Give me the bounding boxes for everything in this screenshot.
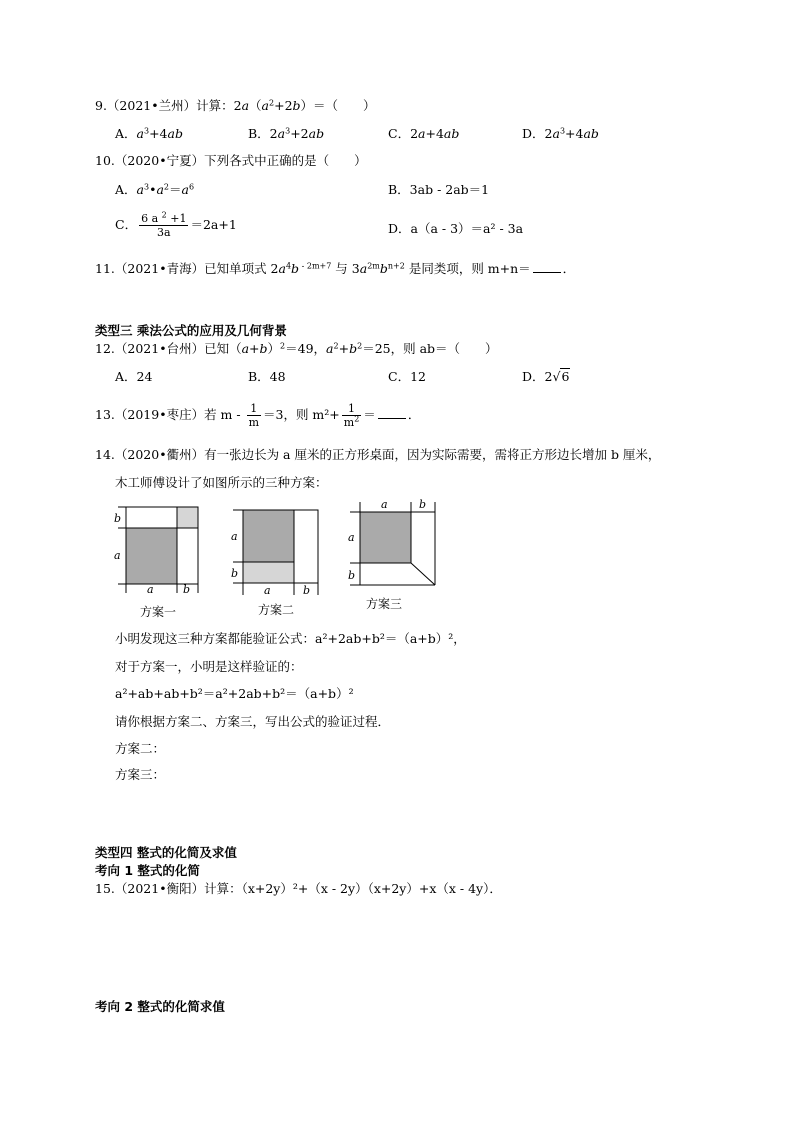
q10-option-d: D．a（a - 3）＝a² - 3a [388, 221, 524, 236]
q12-option-b: B．48 [248, 369, 286, 384]
section-3-title: 类型三 乘法公式的应用及几何背景 [95, 323, 287, 338]
q14-answer-plan-3: 方案三： [115, 767, 166, 782]
q11-stem: 11.（2021•青海）已知单项式 $2a^4b$ $^{- 2m+7}$ 与 $3a^{2m}b^{n+2}$ 是同类项，则 m+n＝ ． [95, 261, 576, 276]
plan-1-square-a [126, 528, 177, 584]
q14-text-4: 请你根据方案二、方案三，写出公式的验证过程． [115, 714, 391, 729]
plan-3-label: 方案三 [366, 597, 403, 611]
q13-stem: 13.（2019•枣庄）若 m - $\frac{1}{m}$ ＝3，则 m²+ $\frac{1}{m^2}$ ＝ ． [95, 402, 421, 429]
q10-option-a: A．$a^3•a^2=a^6$ [115, 182, 195, 197]
q9-option-c: C．2a+4ab [388, 126, 460, 141]
section-4-title: 类型四 整式的化简及求值 [95, 845, 237, 860]
q9-stem: 9.（2021•兰州）计算：$2a(a^2+2b)=$（ ） [95, 98, 376, 113]
svg-text:a: a [264, 584, 271, 597]
svg-text:b: b [231, 567, 239, 580]
q10-option-b: B．3ab - 2ab＝1 [388, 182, 490, 197]
q12-option-a: A．24 [115, 369, 153, 384]
plan-1-figure [108, 500, 208, 625]
plan-1-square-b [177, 507, 198, 528]
section-4-sub-1: 考向 1 整式的化简 [95, 863, 200, 878]
q9-option-a: A．$a^3+4ab$ [115, 126, 183, 141]
svg-text:a: a [231, 530, 238, 543]
svg-text:b: b [114, 512, 122, 525]
q14-text-1: 小明发现这三种方案都能验证公式：a²+2ab+b²＝（a+b）²， [115, 631, 466, 646]
svg-text:b: b [348, 569, 356, 582]
q14-answer-plan-2: 方案二： [115, 741, 166, 756]
svg-text:a: a [348, 531, 355, 544]
q14-text-3: a²+ab+ab+b²＝a²+2ab+b²＝（a+b）² [115, 686, 354, 701]
section-4-sub-2: 考向 2 整式的化简求值 [95, 999, 225, 1014]
svg-text:b: b [183, 583, 191, 596]
q9-option-b: B．$2a^3+2ab$ [248, 126, 325, 141]
q12-option-c: C．12 [388, 369, 426, 384]
svg-text:a: a [381, 498, 388, 511]
plan-1-label: 方案一 [140, 605, 177, 619]
plan-2-figure [228, 500, 328, 625]
q14-line-1: 14.（2020•衢州）有一张边长为 a 厘米的正方形桌面，因为实际需要，需将正方形边长增加 b 厘米， [95, 447, 661, 462]
svg-text:a: a [114, 549, 121, 562]
q14-line-2: 木工师傅设计了如图所示的三种方案： [115, 475, 328, 490]
q12-stem: 12.（2021•台州）已知$(a+b)^2=49$，$a^2+b^2=25$，则 ab＝（ ） [95, 341, 498, 356]
svg-text:b: b [419, 498, 427, 511]
q14-text-2: 对于方案一，小明是这样验证的： [115, 659, 303, 674]
q9-option-d: D．$2a^3+4ab$ [522, 126, 599, 141]
plan-2-rect-a [243, 510, 294, 562]
q12-option-d: D．2√6 [522, 369, 570, 384]
q10-stem: 10.（2020•宁夏）下列各式中正确的是（ ） [95, 153, 367, 168]
svg-text:b: b [303, 584, 311, 597]
svg-text:a: a [147, 583, 154, 596]
plan-3-figure [345, 494, 445, 619]
q15-stem: 15.（2021•衡阳）计算：（x+2y）²+（x - 2y）（x+2y）+x（x - 4y）． [95, 881, 502, 896]
plan-3-square-a [360, 512, 411, 563]
plan-2-rect-b [243, 562, 294, 583]
q10-option-c: C． $\frac{6 a ^2 +1}{3a}$ ＝2a+1 [115, 210, 237, 239]
plan-2-label: 方案二 [258, 603, 295, 617]
